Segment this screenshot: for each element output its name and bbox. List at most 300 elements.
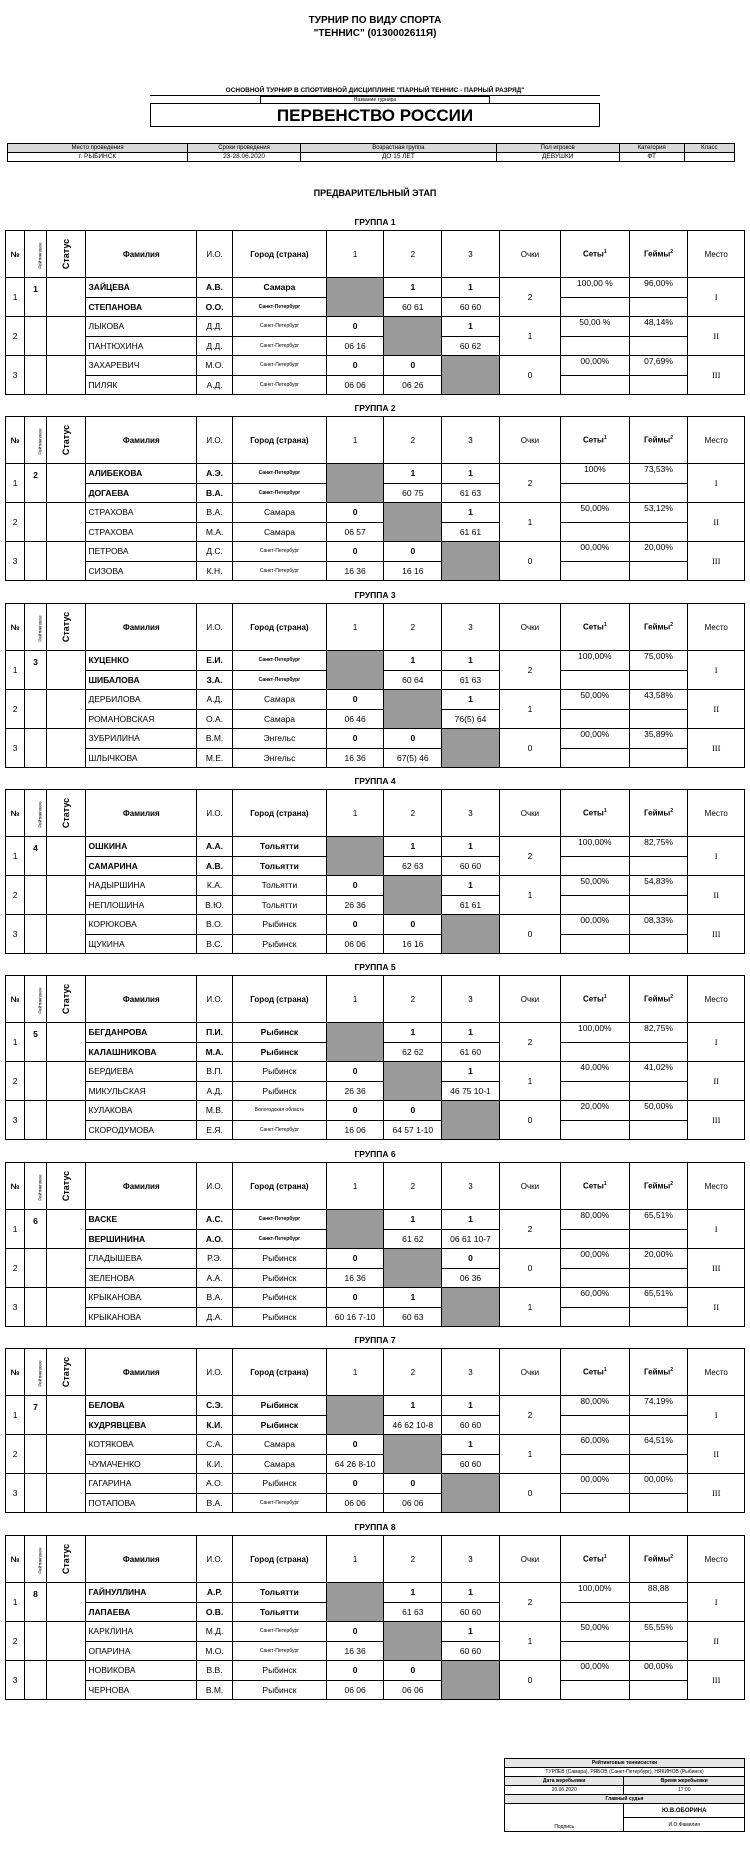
- games-footnote-mark: 2: [670, 622, 674, 629]
- match-win-flag: 0: [384, 1474, 442, 1494]
- col-num: №: [6, 790, 25, 837]
- team-points: 1: [499, 1435, 560, 1474]
- col-status-label: Статус: [61, 983, 72, 1015]
- col-sets-label: Сеты: [583, 435, 604, 445]
- player-1-surname: ОШКИНА: [86, 837, 197, 857]
- player-2-city: Рыбинск: [233, 1680, 327, 1700]
- team-sets-pct: 50,00%: [561, 503, 629, 523]
- player-2-city: Энгельс: [233, 748, 327, 768]
- col-points: Очки: [499, 790, 560, 837]
- col-sets: [561, 417, 629, 464]
- player-2-initials: В.С.: [197, 934, 233, 954]
- match-win-flag: 1: [442, 1583, 500, 1603]
- match-win-flag: 1: [442, 503, 500, 523]
- games-blank: [629, 1493, 688, 1513]
- games-blank: [629, 1081, 688, 1101]
- self-match-cell: [326, 1583, 384, 1622]
- info-age: ДО 15 ЛЕТ: [301, 153, 497, 162]
- team-row-second: [6, 336, 745, 356]
- player-2-surname: СИЗОВА: [86, 561, 197, 581]
- team-games-pct: 20,00%: [629, 1249, 688, 1269]
- team-row-second: [6, 1307, 745, 1327]
- team-games-pct: 48,14%: [629, 317, 688, 337]
- team-number: 1: [6, 837, 25, 876]
- team-games-pct: 73,53%: [629, 464, 688, 484]
- sets-blank: [561, 1307, 629, 1327]
- col-sets: [561, 790, 629, 837]
- col-city: Город (страна): [233, 790, 327, 837]
- games-blank: [629, 709, 688, 729]
- player-1-surname: КАРКЛИНА: [86, 1622, 197, 1642]
- match-win-flag: 0: [326, 1622, 384, 1642]
- col-sets-label: Сеты: [583, 622, 604, 632]
- player-2-surname: СКОРОДУМОВА: [86, 1120, 197, 1140]
- col-opp-1: 1: [326, 604, 384, 651]
- player-2-surname: ПОТАПОВА: [86, 1493, 197, 1513]
- player-1-city: Рыбинск: [233, 1249, 327, 1269]
- team-games-pct: 20,00%: [629, 542, 688, 562]
- team-place: II: [688, 1435, 745, 1474]
- player-1-surname: ВАСКЕ: [86, 1210, 197, 1230]
- group-title: ГРУППА 8: [354, 1522, 396, 1532]
- games-blank: [629, 1268, 688, 1288]
- team-seed: [25, 1288, 47, 1327]
- col-sets-label: Сеты: [583, 994, 604, 1004]
- games-blank: [629, 1454, 688, 1474]
- match-win-flag: 1: [442, 317, 500, 337]
- team-place: II: [688, 690, 745, 729]
- player-2-city: Рыбинск: [233, 1081, 327, 1101]
- match-win-flag: 1: [442, 1062, 500, 1082]
- match-win-flag: 1: [442, 278, 500, 298]
- document-title: [0, 14, 750, 40]
- team-seed: 1: [25, 278, 47, 317]
- match-win-flag: 0: [326, 317, 384, 337]
- info-label-dates: Сроки проведения: [188, 144, 301, 153]
- team-points: 0: [499, 1101, 560, 1140]
- team-row-second: [6, 1120, 745, 1140]
- col-place: Место: [688, 790, 745, 837]
- player-1-city: Санкт-Петербург: [233, 317, 327, 337]
- col-sets-label: Сеты: [583, 1554, 604, 1564]
- col-games-label: Геймы: [644, 622, 671, 632]
- col-status: [46, 1163, 86, 1210]
- col-status-label: Статус: [61, 238, 72, 270]
- col-seed: [25, 790, 47, 837]
- match-score: 16 16: [384, 934, 442, 954]
- match-win-flag: 0: [326, 876, 384, 896]
- sets-blank: [561, 856, 629, 876]
- group-table: [5, 416, 745, 581]
- games-footnote-mark: 2: [670, 808, 674, 815]
- seeded-value: ТУРЛЕВ (Самара), РЯБОВ (Санкт-Петербург), НЯКИНОВ (Рыбинск): [505, 1768, 745, 1777]
- team-points: 0: [499, 729, 560, 768]
- sets-blank: [561, 1602, 629, 1622]
- self-match-cell: [326, 1396, 384, 1435]
- team-status: [46, 837, 86, 876]
- team-row-second: [6, 1454, 745, 1474]
- draw-time-label: Время жеребьевки: [624, 1777, 745, 1786]
- self-match-cell: [442, 1474, 500, 1513]
- match-score: 61 63: [442, 670, 500, 690]
- self-match-cell: [384, 1622, 442, 1661]
- match-win-flag: 1: [384, 837, 442, 857]
- player-1-initials: Д.Д.: [197, 317, 233, 337]
- info-label-class: Класс: [684, 144, 734, 153]
- col-games: [629, 231, 688, 278]
- player-1-initials: А.Р.: [197, 1583, 233, 1603]
- match-score: 61 61: [442, 895, 500, 915]
- player-2-surname: ПИЛЯК: [86, 375, 197, 395]
- team-status: [46, 317, 86, 356]
- signature-cell: [505, 1804, 624, 1832]
- team-games-pct: 00,00%: [629, 1474, 688, 1494]
- sets-blank: [561, 709, 629, 729]
- team-points: 2: [499, 1210, 560, 1249]
- col-num: №: [6, 1163, 25, 1210]
- sets-footnote-mark: 1: [603, 435, 607, 442]
- team-seed: [25, 1474, 47, 1513]
- player-2-initials: А.Д.: [197, 375, 233, 395]
- player-2-initials: О.А.: [197, 709, 233, 729]
- col-seed: [25, 604, 47, 651]
- player-2-surname: ЗЕЛЕНОВА: [86, 1268, 197, 1288]
- self-match-cell: [326, 1210, 384, 1249]
- match-score: 16 16: [384, 561, 442, 581]
- games-blank: [629, 336, 688, 356]
- match-score: 06 36: [442, 1268, 500, 1288]
- match-score: 46 62 10-8: [384, 1415, 442, 1435]
- player-1-surname: ЗУБРИЛИНА: [86, 729, 197, 749]
- col-city: Город (страна): [233, 1163, 327, 1210]
- team-points: 2: [499, 651, 560, 690]
- col-place: Место: [688, 417, 745, 464]
- player-2-city: Самара: [233, 1454, 327, 1474]
- col-seed: [25, 417, 47, 464]
- player-2-surname: ЧЕРНОВА: [86, 1680, 197, 1700]
- match-win-flag: 1: [442, 1210, 500, 1230]
- player-2-surname: МИКУЛЬСКАЯ: [86, 1081, 197, 1101]
- match-win-flag: 0: [326, 356, 384, 376]
- col-num: №: [6, 1349, 25, 1396]
- team-points: 1: [499, 1062, 560, 1101]
- team-seed: [25, 876, 47, 915]
- col-games-label: Геймы: [644, 435, 671, 445]
- match-win-flag: 0: [326, 542, 384, 562]
- team-row: [6, 1435, 745, 1455]
- self-match-cell: [326, 651, 384, 690]
- team-seed: [25, 1249, 47, 1288]
- match-win-flag: 1: [384, 464, 442, 484]
- col-opp-1: 1: [326, 1349, 384, 1396]
- team-seed: [25, 503, 47, 542]
- match-score: 62 63: [384, 856, 442, 876]
- col-opp-1: 1: [326, 790, 384, 837]
- player-2-surname: ПАНТЮХИНА: [86, 336, 197, 356]
- col-status-label: Статус: [61, 611, 72, 643]
- col-status: [46, 231, 86, 278]
- footer-table: [504, 1758, 745, 1832]
- team-games-pct: 65,51%: [629, 1210, 688, 1230]
- col-status-label: Статус: [61, 1356, 72, 1388]
- col-initials: И.О.: [197, 976, 233, 1023]
- col-seed-label: Рейтинговое: [37, 1173, 43, 1201]
- match-win-flag: 0: [326, 915, 384, 935]
- col-sets-label: Сеты: [583, 249, 604, 259]
- team-status: [46, 278, 86, 317]
- match-score: 46 75 10-1: [442, 1081, 500, 1101]
- sets-blank: [561, 1493, 629, 1513]
- games-blank: [629, 1680, 688, 1700]
- col-seed-label: Рейтинговое: [37, 800, 43, 828]
- col-surname: Фамилия: [86, 790, 197, 837]
- team-place: III: [688, 1101, 745, 1140]
- match-score: 06 61 10-7: [442, 1229, 500, 1249]
- team-status: [46, 1583, 86, 1622]
- player-1-initials: В.А.: [197, 503, 233, 523]
- self-match-cell: [384, 1249, 442, 1288]
- team-row: [6, 690, 745, 710]
- col-seed: [25, 1349, 47, 1396]
- sets-blank: [561, 297, 629, 317]
- games-blank: [629, 1307, 688, 1327]
- team-number: 3: [6, 915, 25, 954]
- col-sets: [561, 1349, 629, 1396]
- team-status: [46, 1062, 86, 1101]
- player-2-initials: М.О.: [197, 1641, 233, 1661]
- col-city: Город (страна): [233, 231, 327, 278]
- games-blank: [629, 856, 688, 876]
- team-points: 0: [499, 1474, 560, 1513]
- player-2-city: Рыбинск: [233, 1268, 327, 1288]
- games-blank: [629, 748, 688, 768]
- sets-blank: [561, 748, 629, 768]
- player-2-initials: А.Д.: [197, 1081, 233, 1101]
- col-opp-3: 3: [442, 604, 500, 651]
- player-2-initials: В.А.: [197, 1493, 233, 1513]
- team-games-pct: 50,00%: [629, 1101, 688, 1121]
- sets-blank: [561, 1680, 629, 1700]
- player-1-city: Санкт-Петербург: [233, 542, 327, 562]
- team-place: I: [688, 464, 745, 503]
- player-1-surname: КОРЮКОВА: [86, 915, 197, 935]
- match-win-flag: 1: [384, 1583, 442, 1603]
- match-score: 60 60: [442, 297, 500, 317]
- col-opp-2: 2: [384, 976, 442, 1023]
- col-surname: Фамилия: [86, 1163, 197, 1210]
- match-score: 60 60: [442, 1641, 500, 1661]
- team-games-pct: 07,69%: [629, 356, 688, 376]
- player-2-initials: К.И.: [197, 1454, 233, 1474]
- sets-blank: [561, 1454, 629, 1474]
- team-points: 0: [499, 1249, 560, 1288]
- player-1-surname: АЛИБЕКОВА: [86, 464, 197, 484]
- games-blank: [629, 1042, 688, 1062]
- player-2-initials: М.А.: [197, 522, 233, 542]
- player-2-city: Санкт-Петербург: [233, 297, 327, 317]
- self-match-cell: [326, 837, 384, 876]
- col-points: Очки: [499, 417, 560, 464]
- match-score: 06 06: [326, 375, 384, 395]
- player-2-city: Рыбинск: [233, 1042, 327, 1062]
- group-table: [5, 975, 745, 1140]
- match-win-flag: 1: [442, 464, 500, 484]
- team-number: 1: [6, 464, 25, 503]
- player-2-city: Рыбинск: [233, 1415, 327, 1435]
- match-score: 60 60: [442, 1602, 500, 1622]
- info-label-category: Категория: [619, 144, 684, 153]
- team-place: III: [688, 1474, 745, 1513]
- sets-blank: [561, 1415, 629, 1435]
- col-status-label: Статус: [61, 1543, 72, 1575]
- team-seed: [25, 542, 47, 581]
- team-place: III: [688, 1249, 745, 1288]
- col-seed-label: Рейтинговое: [37, 241, 43, 269]
- group-title: ГРУППА 4: [354, 776, 396, 786]
- player-2-surname: ВЕРШИНИНА: [86, 1229, 197, 1249]
- team-number: 1: [6, 1023, 25, 1062]
- col-games-label: Геймы: [644, 1181, 671, 1191]
- player-2-surname: ШИБАЛОВА: [86, 670, 197, 690]
- games-footnote-mark: 2: [670, 435, 674, 442]
- team-games-pct: 82,75%: [629, 1023, 688, 1043]
- match-score: 60 60: [442, 856, 500, 876]
- player-1-initials: К.А.: [197, 876, 233, 896]
- match-score: 06 26: [384, 375, 442, 395]
- team-number: 2: [6, 876, 25, 915]
- team-games-pct: 82,75%: [629, 837, 688, 857]
- match-score: 06 06: [326, 934, 384, 954]
- team-seed: 6: [25, 1210, 47, 1249]
- player-2-initials: Е.Я.: [197, 1120, 233, 1140]
- match-score: 60 64: [384, 670, 442, 690]
- player-1-initials: А.С.: [197, 1210, 233, 1230]
- player-2-city: Самара: [233, 709, 327, 729]
- team-number: 3: [6, 1474, 25, 1513]
- group-title: ГРУППА 3: [354, 590, 396, 600]
- team-row: [6, 1249, 745, 1269]
- competition-line: ОСНОВНОЙ ТУРНИР В СПОРТИВНОЙ ДИСЦИПЛИНЕ "ПАРНЫЙ ТЕННИС - ПАРНЫЙ РАЗРЯД": [150, 86, 600, 96]
- team-points: 1: [499, 503, 560, 542]
- team-place: II: [688, 876, 745, 915]
- col-opp-2: 2: [384, 1349, 442, 1396]
- player-2-city: Тольятти: [233, 895, 327, 915]
- match-win-flag: 0: [326, 1249, 384, 1269]
- player-1-surname: БЕЛОВА: [86, 1396, 197, 1416]
- info-venue: г. РЫБИНСК: [8, 153, 188, 162]
- sets-footnote-mark: 1: [603, 1181, 607, 1188]
- team-sets-pct: 100,00%: [561, 651, 629, 671]
- player-1-surname: ПЕТРОВА: [86, 542, 197, 562]
- sets-blank: [561, 336, 629, 356]
- match-score: 16 36: [326, 561, 384, 581]
- match-score: 60 60: [442, 1454, 500, 1474]
- col-games: [629, 417, 688, 464]
- team-status: [46, 876, 86, 915]
- team-number: 2: [6, 1622, 25, 1661]
- col-surname: Фамилия: [86, 604, 197, 651]
- team-seed: [25, 915, 47, 954]
- col-opp-3: 3: [442, 1536, 500, 1583]
- match-score: 64 57 1-10: [384, 1120, 442, 1140]
- team-seed: 2: [25, 464, 47, 503]
- games-blank: [629, 1120, 688, 1140]
- col-seed-label: Рейтинговое: [37, 427, 43, 455]
- col-seed: [25, 1163, 47, 1210]
- match-win-flag: 0: [326, 503, 384, 523]
- team-status: [46, 729, 86, 768]
- referee-name: Ю.В.ОБОРИНА: [624, 1804, 745, 1818]
- match-score: 06 57: [326, 522, 384, 542]
- team-number: 3: [6, 1288, 25, 1327]
- col-sets: [561, 976, 629, 1023]
- match-win-flag: 0: [384, 542, 442, 562]
- col-num: №: [6, 417, 25, 464]
- team-place: III: [688, 729, 745, 768]
- team-seed: 8: [25, 1583, 47, 1622]
- col-opp-3: 3: [442, 1349, 500, 1396]
- match-win-flag: 1: [384, 278, 442, 298]
- player-2-city: Санкт-Петербург: [233, 375, 327, 395]
- team-points: 0: [499, 356, 560, 395]
- match-win-flag: 1: [442, 1023, 500, 1043]
- player-1-city: Тольятти: [233, 876, 327, 896]
- team-number: 2: [6, 690, 25, 729]
- team-games-pct: 74,19%: [629, 1396, 688, 1416]
- col-opp-2: 2: [384, 604, 442, 651]
- col-games: [629, 1163, 688, 1210]
- team-row-second: [6, 934, 745, 954]
- sets-blank: [561, 561, 629, 581]
- player-2-initials: З.А.: [197, 670, 233, 690]
- team-points: 0: [499, 1661, 560, 1700]
- self-match-cell: [326, 278, 384, 317]
- match-score: 26 36: [326, 1081, 384, 1101]
- team-games-pct: 53,12%: [629, 503, 688, 523]
- match-score: 62 62: [384, 1042, 442, 1062]
- match-score: 61 63: [442, 483, 500, 503]
- team-points: 2: [499, 278, 560, 317]
- team-status: [46, 915, 86, 954]
- match-score: 67(5) 46: [384, 748, 442, 768]
- team-row: [6, 1583, 745, 1603]
- player-1-initials: Е.И.: [197, 651, 233, 671]
- title-line-2: "ТЕННИС" (0130002611Я): [313, 28, 437, 39]
- team-number: 2: [6, 1249, 25, 1288]
- player-1-surname: ГАЙНУЛЛИНА: [86, 1583, 197, 1603]
- draw-date-label: Дата жеребьевки: [505, 1777, 624, 1786]
- group-table: [5, 1535, 745, 1700]
- team-status: [46, 1101, 86, 1140]
- col-sets: [561, 1163, 629, 1210]
- games-blank: [629, 1415, 688, 1435]
- team-status: [46, 1474, 86, 1513]
- col-seed: [25, 1536, 47, 1583]
- col-seed-label: Рейтинговое: [37, 986, 43, 1014]
- col-seed-label: Рейтинговое: [37, 1546, 43, 1574]
- team-status: [46, 1288, 86, 1327]
- draw-time-value: 17:00: [624, 1786, 745, 1795]
- player-1-city: Рыбинск: [233, 915, 327, 935]
- games-footnote-mark: 2: [670, 994, 674, 1001]
- match-win-flag: 0: [326, 690, 384, 710]
- player-1-surname: КОТЯКОВА: [86, 1435, 197, 1455]
- games-footnote-mark: 2: [670, 249, 674, 256]
- team-status: [46, 1435, 86, 1474]
- team-points: 0: [499, 542, 560, 581]
- col-games: [629, 1349, 688, 1396]
- player-1-city: Рыбинск: [233, 1023, 327, 1043]
